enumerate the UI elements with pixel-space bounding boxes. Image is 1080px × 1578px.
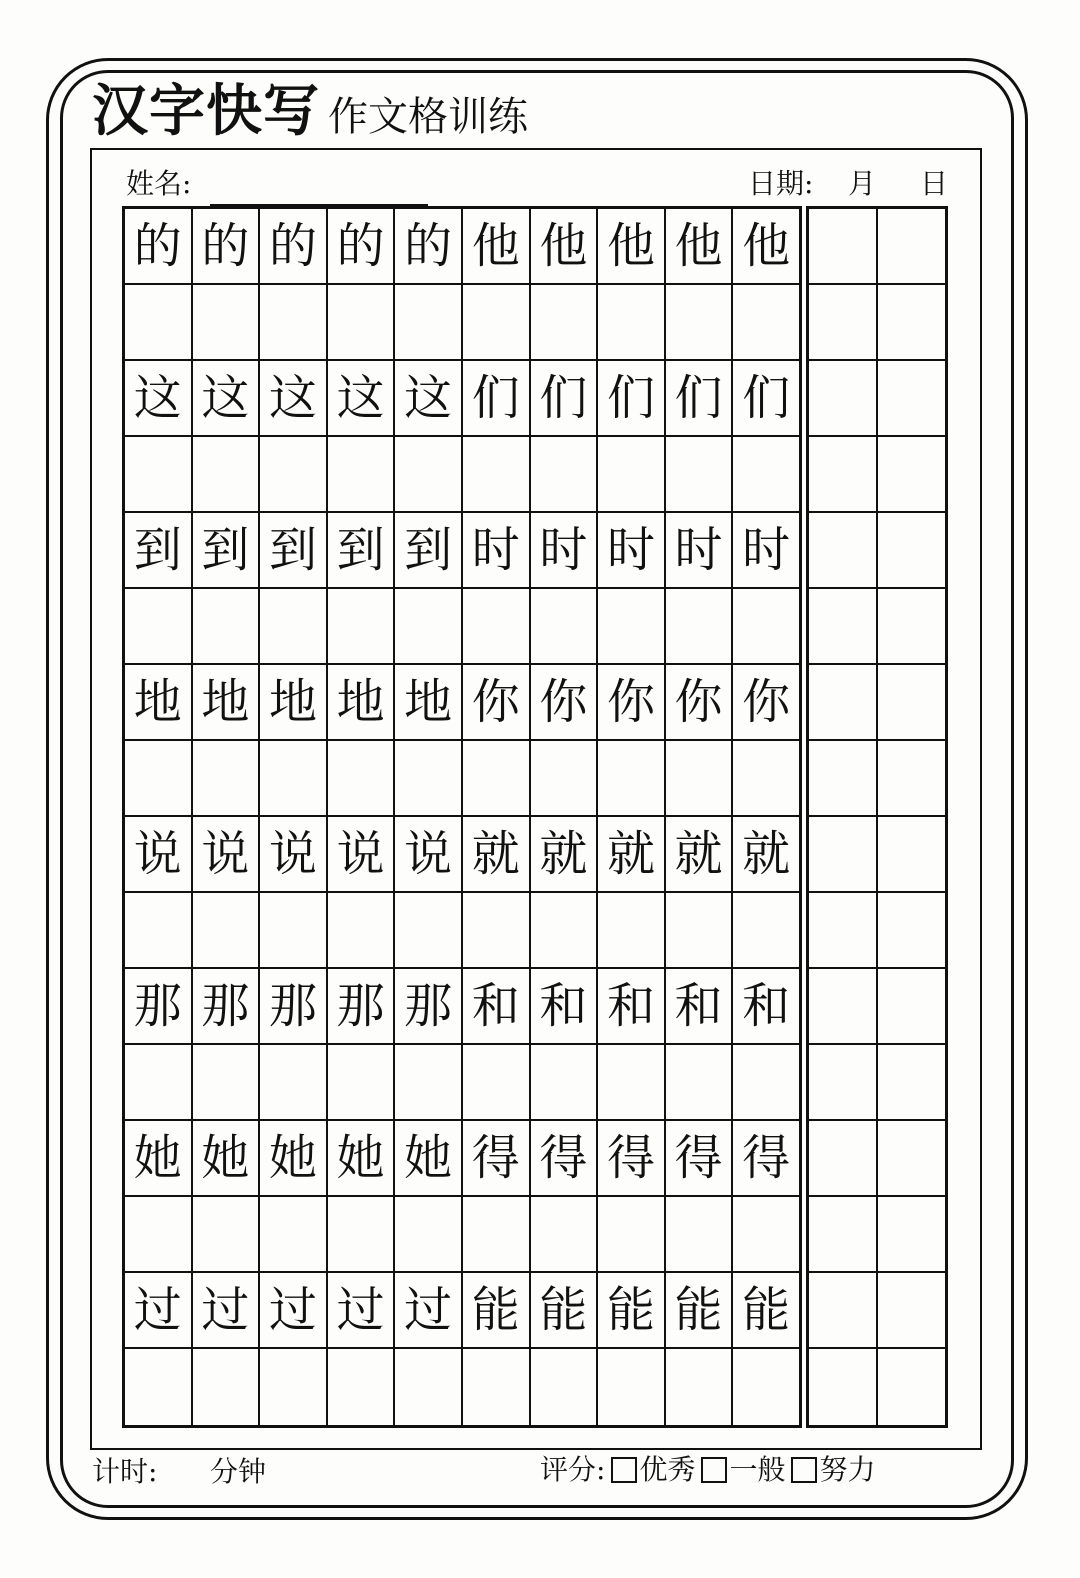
char-cell: 她: [125, 1121, 193, 1195]
char-cell: 那: [125, 969, 193, 1043]
char-cell: 你: [463, 665, 531, 739]
month-label: 月: [848, 167, 877, 200]
empty-cell[interactable]: [733, 1197, 799, 1271]
empty-cell[interactable]: [260, 741, 328, 815]
side-empty-cell[interactable]: [878, 893, 945, 967]
char-cell: 地: [193, 665, 261, 739]
side-empty-cell[interactable]: [878, 741, 945, 815]
option-effort: 努力: [819, 1453, 876, 1486]
side-empty-cell[interactable]: [878, 361, 945, 435]
char-cell: 和: [598, 969, 666, 1043]
char-cell: 说: [395, 817, 463, 891]
char-cell: 他: [531, 209, 599, 283]
char-cell: 那: [260, 969, 328, 1043]
char-cell: 到: [328, 513, 396, 587]
char-cell: 们: [463, 361, 531, 435]
empty-cell[interactable]: [733, 1349, 799, 1425]
day-label: 日: [920, 167, 949, 200]
empty-cell[interactable]: [463, 437, 531, 511]
char-cell: 能: [742, 1282, 791, 1338]
empty-cell[interactable]: [598, 437, 666, 511]
side-empty-cell[interactable]: [878, 285, 945, 359]
side-empty-cell[interactable]: [809, 285, 878, 359]
char-cell: 和: [742, 978, 791, 1034]
empty-cell[interactable]: [328, 589, 396, 663]
side-empty-cell[interactable]: [878, 437, 945, 511]
char-cell: 时: [531, 513, 599, 587]
empty-cell[interactable]: [733, 1045, 799, 1119]
side-empty-cell[interactable]: [809, 437, 878, 511]
empty-cell[interactable]: [193, 437, 261, 511]
side-row: [809, 893, 945, 969]
char-cell: 们: [666, 361, 734, 435]
empty-cell[interactable]: [598, 1197, 666, 1271]
char-cell: 得: [463, 1121, 531, 1195]
char-cell: 就: [666, 817, 734, 891]
empty-cell[interactable]: [666, 589, 734, 663]
empty-cell[interactable]: [260, 893, 328, 967]
char-cell: 和: [463, 969, 531, 1043]
char-cell: 得: [531, 1121, 599, 1195]
empty-cell[interactable]: [598, 285, 666, 359]
side-empty-cell[interactable]: [809, 665, 878, 739]
char-cell: 地: [328, 665, 396, 739]
char-cell: 过: [260, 1273, 328, 1347]
empty-cell[interactable]: [193, 1045, 261, 1119]
empty-cell[interactable]: [733, 437, 799, 511]
side-row: [809, 437, 945, 513]
side-row: [809, 1121, 945, 1197]
grid-row: [125, 589, 799, 665]
empty-cell[interactable]: [260, 1197, 328, 1271]
char-cell: 就: [598, 817, 666, 891]
empty-cell[interactable]: [531, 1197, 599, 1271]
empty-cell[interactable]: [666, 1197, 734, 1271]
char-cell: 他: [742, 218, 791, 274]
checkbox-excellent[interactable]: [611, 1457, 637, 1483]
side-empty-cell[interactable]: [809, 893, 878, 967]
empty-cell[interactable]: [463, 893, 531, 967]
side-empty-cell[interactable]: [809, 1197, 878, 1271]
empty-cell[interactable]: [531, 437, 599, 511]
side-row: [809, 817, 945, 893]
empty-cell[interactable]: [395, 893, 463, 967]
char-cell: 和: [666, 969, 734, 1043]
char-cell: 们: [598, 361, 666, 435]
char-cell: 到: [395, 513, 463, 587]
char-cell: 说: [260, 817, 328, 891]
side-empty-cell[interactable]: [809, 817, 878, 891]
side-empty-cell[interactable]: [878, 209, 945, 283]
empty-cell[interactable]: [328, 893, 396, 967]
score-label: 评分:: [540, 1453, 606, 1486]
empty-cell[interactable]: [531, 285, 599, 359]
char-cell: 那: [395, 969, 463, 1043]
char-cell: 他: [666, 209, 734, 283]
char-cell: 到: [125, 513, 193, 587]
side-empty-cell[interactable]: [809, 969, 878, 1043]
empty-cell[interactable]: [666, 437, 734, 511]
char-cell: 得: [666, 1121, 734, 1195]
side-empty-cell[interactable]: [809, 513, 878, 587]
timer-label: 计时:: [92, 1455, 158, 1488]
empty-cell[interactable]: [125, 437, 193, 511]
char-cell: 的: [328, 209, 396, 283]
char-cell: 这: [395, 361, 463, 435]
char-cell: 就: [742, 826, 791, 882]
side-empty-cell[interactable]: [878, 665, 945, 739]
empty-cell[interactable]: [666, 741, 734, 815]
title-sub: 作文格训练: [328, 94, 528, 140]
char-cell: 的: [395, 209, 463, 283]
char-cell: 和: [531, 969, 599, 1043]
empty-cell[interactable]: [328, 1349, 396, 1425]
empty-cell[interactable]: [125, 285, 193, 359]
side-empty-cell[interactable]: [809, 361, 878, 435]
empty-cell[interactable]: [260, 437, 328, 511]
side-empty-cell[interactable]: [878, 1349, 945, 1425]
page-title: [92, 79, 528, 144]
side-row: [809, 741, 945, 817]
side-row: [809, 1349, 945, 1425]
char-cell: 他: [463, 209, 531, 283]
empty-cell[interactable]: [598, 741, 666, 815]
grid-row: [125, 969, 799, 1045]
empty-cell[interactable]: [463, 589, 531, 663]
empty-cell[interactable]: [260, 1045, 328, 1119]
empty-cell[interactable]: [193, 893, 261, 967]
empty-cell[interactable]: [463, 1349, 531, 1425]
empty-cell[interactable]: [260, 589, 328, 663]
empty-cell[interactable]: [531, 589, 599, 663]
char-cell: 这: [125, 361, 193, 435]
grid-row: [125, 361, 799, 437]
grid-row: [125, 665, 799, 741]
empty-cell[interactable]: [666, 893, 734, 967]
grid-row: [125, 1197, 799, 1273]
empty-cell[interactable]: [260, 285, 328, 359]
checkbox-effort[interactable]: [791, 1457, 817, 1483]
char-cell: 能: [531, 1273, 599, 1347]
empty-cell[interactable]: [125, 1045, 193, 1119]
title-main: 汉字快写: [92, 79, 320, 144]
empty-cell[interactable]: [531, 893, 599, 967]
minutes-label: 分钟: [210, 1455, 267, 1488]
side-empty-cell[interactable]: [878, 589, 945, 663]
empty-cell[interactable]: [463, 741, 531, 815]
grid-row: [125, 1121, 799, 1197]
empty-cell[interactable]: [328, 741, 396, 815]
side-empty-cell[interactable]: [809, 1121, 878, 1195]
char-cell: 说: [328, 817, 396, 891]
char-cell: 时: [742, 522, 791, 578]
empty-cell[interactable]: [395, 1045, 463, 1119]
side-row: [809, 209, 945, 285]
char-cell: 的: [125, 209, 193, 283]
grid-row: [125, 209, 799, 285]
char-cell: 们: [531, 361, 599, 435]
empty-cell[interactable]: [598, 1349, 666, 1425]
empty-cell[interactable]: [598, 893, 666, 967]
empty-cell[interactable]: [395, 589, 463, 663]
checkbox-average[interactable]: [701, 1457, 727, 1483]
side-empty-cell[interactable]: [809, 589, 878, 663]
side-row: [809, 1045, 945, 1121]
grid-row: [125, 817, 799, 893]
side-row: [809, 285, 945, 361]
char-cell: 就: [463, 817, 531, 891]
empty-cell[interactable]: [733, 893, 799, 967]
side-row: [809, 589, 945, 665]
score-section: [540, 1453, 876, 1486]
char-cell: 时: [463, 513, 531, 587]
empty-cell[interactable]: [463, 1197, 531, 1271]
char-cell: 就: [531, 817, 599, 891]
char-cell: 地: [395, 665, 463, 739]
char-cell: 时: [598, 513, 666, 587]
empty-cell[interactable]: [733, 285, 799, 359]
char-cell: 她: [193, 1121, 261, 1195]
char-cell: 他: [598, 209, 666, 283]
char-cell: 们: [742, 370, 791, 426]
grid-row: [125, 1273, 799, 1349]
char-cell: 的: [193, 209, 261, 283]
empty-cell[interactable]: [531, 1349, 599, 1425]
char-cell: 你: [742, 674, 791, 730]
side-empty-cell[interactable]: [878, 969, 945, 1043]
empty-cell[interactable]: [260, 1349, 328, 1425]
empty-cell[interactable]: [598, 589, 666, 663]
char-cell: 你: [666, 665, 734, 739]
char-cell: 这: [260, 361, 328, 435]
char-cell: 你: [531, 665, 599, 739]
char-cell: 的: [260, 209, 328, 283]
char-cell: 那: [328, 969, 396, 1043]
side-empty-cell[interactable]: [878, 1121, 945, 1195]
practice-grid: [122, 206, 802, 1428]
empty-cell[interactable]: [733, 589, 799, 663]
char-cell: 她: [328, 1121, 396, 1195]
empty-cell[interactable]: [598, 1045, 666, 1119]
char-cell: 你: [598, 665, 666, 739]
empty-cell[interactable]: [395, 285, 463, 359]
empty-cell[interactable]: [125, 893, 193, 967]
side-row: [809, 1273, 945, 1349]
side-row: [809, 361, 945, 437]
side-row: [809, 969, 945, 1045]
empty-cell[interactable]: [125, 1349, 193, 1425]
empty-cell[interactable]: [193, 1349, 261, 1425]
char-cell: 到: [193, 513, 261, 587]
char-cell: 时: [666, 513, 734, 587]
char-cell: 能: [666, 1273, 734, 1347]
side-empty-cell[interactable]: [878, 1273, 945, 1347]
empty-cell[interactable]: [328, 437, 396, 511]
empty-cell[interactable]: [328, 285, 396, 359]
char-cell: 说: [193, 817, 261, 891]
char-cell: 得: [742, 1130, 791, 1186]
side-empty-cell[interactable]: [878, 513, 945, 587]
side-grid: [806, 206, 948, 1428]
char-cell: 地: [260, 665, 328, 739]
empty-cell[interactable]: [193, 589, 261, 663]
option-excellent: 优秀: [639, 1453, 696, 1486]
char-cell: 地: [125, 665, 193, 739]
empty-cell[interactable]: [395, 437, 463, 511]
char-cell: 过: [395, 1273, 463, 1347]
grid-row: [125, 893, 799, 969]
char-cell: 她: [260, 1121, 328, 1195]
empty-cell[interactable]: [463, 285, 531, 359]
name-label: 姓名:: [126, 167, 192, 200]
empty-cell[interactable]: [395, 741, 463, 815]
side-empty-cell[interactable]: [878, 1197, 945, 1271]
empty-cell[interactable]: [193, 285, 261, 359]
empty-cell[interactable]: [463, 1045, 531, 1119]
empty-cell[interactable]: [531, 1045, 599, 1119]
char-cell: 这: [193, 361, 261, 435]
char-cell: 过: [193, 1273, 261, 1347]
empty-cell[interactable]: [328, 1197, 396, 1271]
grid-row: [125, 1349, 799, 1425]
side-empty-cell[interactable]: [809, 741, 878, 815]
side-empty-cell[interactable]: [878, 817, 945, 891]
side-empty-cell[interactable]: [809, 1045, 878, 1119]
empty-cell[interactable]: [395, 1197, 463, 1271]
side-empty-cell[interactable]: [878, 1045, 945, 1119]
empty-cell[interactable]: [328, 1045, 396, 1119]
date-label: 日期:: [748, 167, 814, 200]
empty-cell[interactable]: [666, 1045, 734, 1119]
grid-row: [125, 285, 799, 361]
char-cell: 说: [125, 817, 193, 891]
empty-cell[interactable]: [666, 1349, 734, 1425]
char-cell: 得: [598, 1121, 666, 1195]
grid-row: [125, 741, 799, 817]
char-cell: 到: [260, 513, 328, 587]
side-row: [809, 665, 945, 741]
empty-cell[interactable]: [193, 741, 261, 815]
grid-row: [125, 437, 799, 513]
empty-cell[interactable]: [666, 285, 734, 359]
option-average: 一般: [729, 1453, 786, 1486]
side-row: [809, 513, 945, 589]
empty-cell[interactable]: [125, 1197, 193, 1271]
side-empty-cell[interactable]: [809, 1349, 878, 1425]
empty-cell[interactable]: [193, 1197, 261, 1271]
empty-cell[interactable]: [395, 1349, 463, 1425]
char-cell: 过: [328, 1273, 396, 1347]
side-row: [809, 1197, 945, 1273]
empty-cell[interactable]: [125, 741, 193, 815]
grid-row: [125, 1045, 799, 1121]
char-cell: 过: [125, 1273, 193, 1347]
char-cell: 她: [395, 1121, 463, 1195]
grid-row: [125, 513, 799, 589]
char-cell: 能: [598, 1273, 666, 1347]
char-cell: 这: [328, 361, 396, 435]
char-cell: 能: [463, 1273, 531, 1347]
empty-cell[interactable]: [531, 741, 599, 815]
char-cell: 那: [193, 969, 261, 1043]
side-empty-cell[interactable]: [809, 209, 878, 283]
empty-cell[interactable]: [733, 741, 799, 815]
side-empty-cell[interactable]: [809, 1273, 878, 1347]
empty-cell[interactable]: [125, 589, 193, 663]
